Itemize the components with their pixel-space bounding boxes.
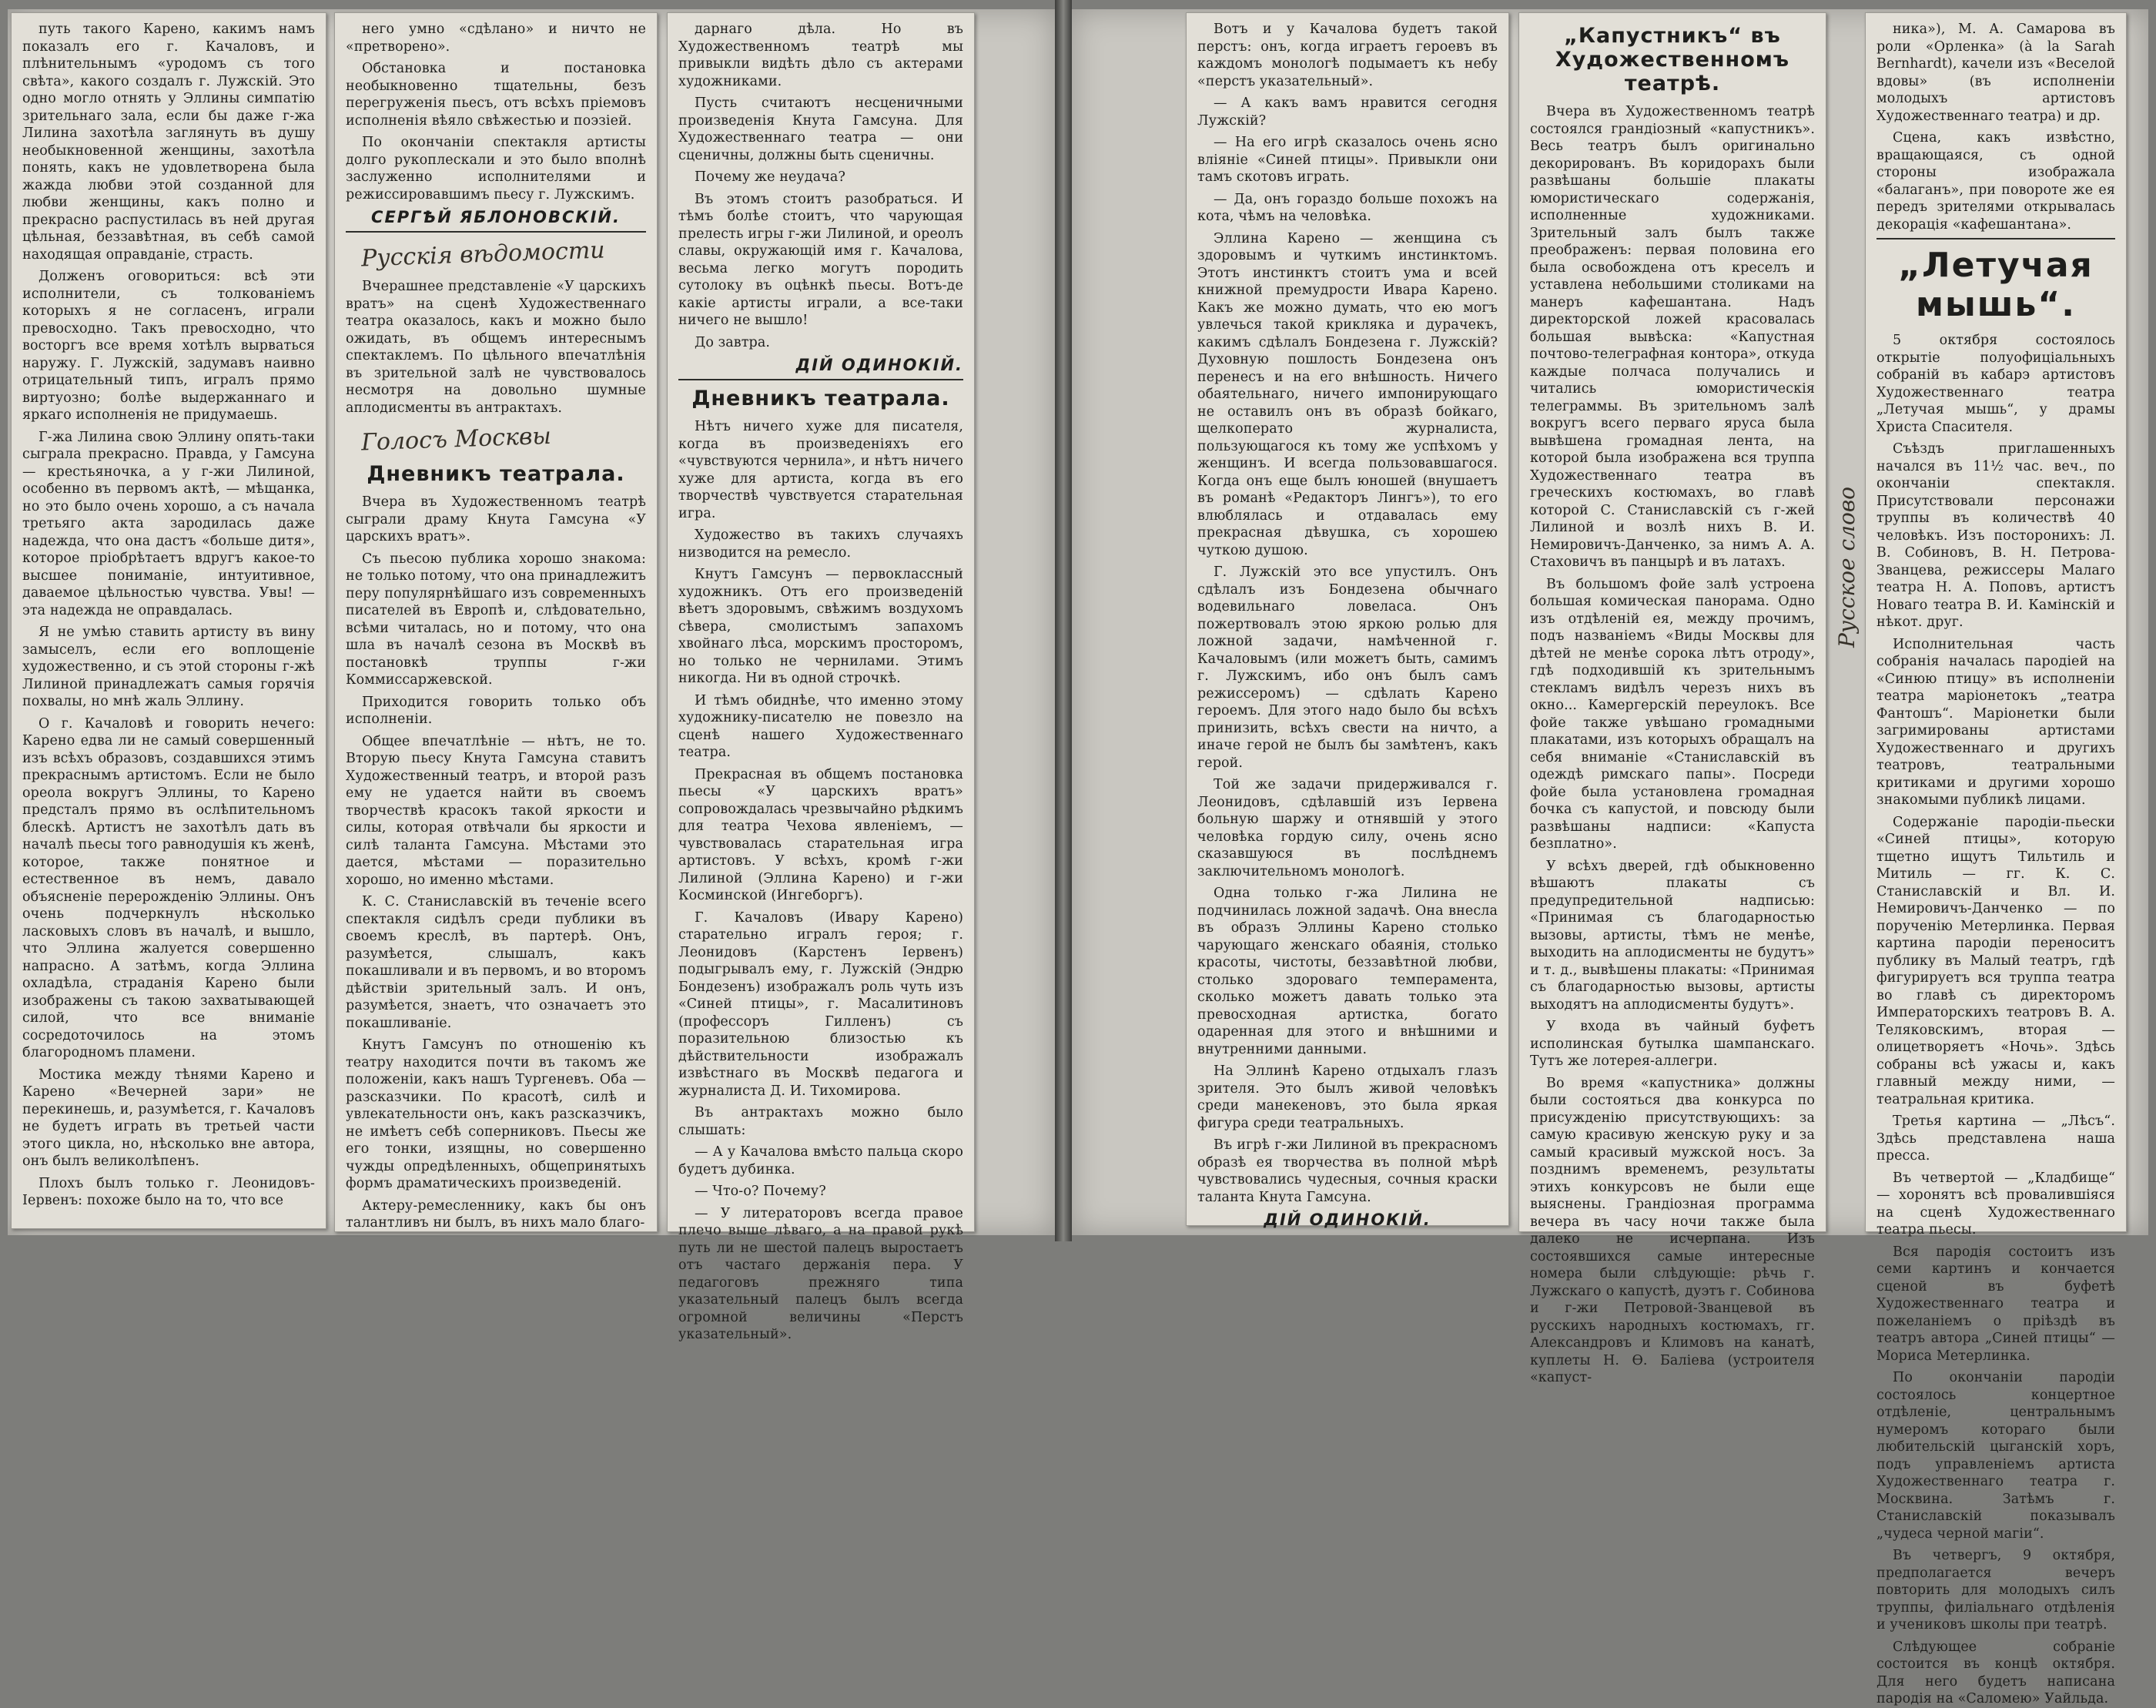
paragraph: Содержаніе пародіи-пьески «Синей птицы», которую тщетно ищутъ Тильтиль и Митиль — гг. К. С. Станиславскій и Вл. И. Немировичъ-Данченко — по порученію Метерлинка. Первая картина пародіи переноситъ публику въ Малый театръ, гдѣ фигурируетъ вся труппа театра во главѣ съ директоромъ Императорскихъ театровъ В. А. Теляковскимъ, вторая — олицетворяетъ «Ночь». Здѣсь собраны всѣ ужасы и, какъ главный между ними, — театральная критика. [1876, 814, 2115, 1107]
paragraph: путь такого Карено, какимъ намъ показалъ его г. Качаловъ, и плѣнительнымъ «уродомъ съ того свѣта», какого создалъ г. Лужскій. Это одно могло отнять у Эллины симпатію зрительнаго зала, если бы даже г-жа Лилина захотѣла заглянуть въ душу необыкновенной женщины, захотѣла понять, какъ не удовлетворена была жажда любви этой созданной для любви женщины, какъ полно и прекрасно распустилась въ ней другая цѣльная, беззавѣтная, въ себѣ самой находящая оправданіе, страсть. [22, 22, 315, 263]
paragraph: дарнаго дѣла. Но въ Художественномъ театрѣ мы привыкли видѣть дѣло съ актерами художниками. [678, 22, 963, 89]
paragraph: него умно «сдѣлано» и ничто не «претворено». [346, 22, 646, 55]
paragraph: 5 октября состоялось открытіе полуофиціальныхъ собраній въ кабарэ артистовъ Художественнаго театра „Летучая мышь“, у драмы Христа Спасителя. [1876, 333, 2115, 435]
paragraph: Во время «капустника» должны были состояться два конкурса по присужденію присутствующихъ: за самую красивую женскую руку и за самый красивый мужской носъ. За позднимъ временемъ, результаты этихъ конкурсовъ не были еще выяснены. Грандіозная программа вечера въ часу ночи также была далеко не исчерпана. Изъ состоявшихся самые интересные номера были слѣдующіе: рѣчь г. Лужскаго о капустѣ, дуэтъ г. Собинова и г-жи Петровой-Званцевой въ русскихъ народныхъ костюмахъ, гг. Александровъ и Климовъ на канатѣ, куплеты Н. Ѳ. Баліева (устроителя «капуст- [1530, 1075, 1815, 1385]
paragraph: Г. Лужскій это все упустилъ. Онъ сдѣлалъ изъ Бондезена обычнаго водевильнаго ловеласа. Онъ пожертвовалъ этою яркою ролью для ложной задачи, намѣченной г. Качаловымъ (или можетъ быть, самимъ г. Лужскимъ, ибо онъ былъ самъ режиссеромъ) — сдѣлать Карено героемъ. Для этого надо было бы всѣхъ принизить, всѣхъ свести на ничто, а иначе герой не былъ бы замѣтенъ, какъ герой. [1197, 564, 1498, 771]
paragraph: Я не умѣю ставить артисту въ вину замыселъ, если его воплощеніе художественно, и съ этой стороны г-жѣ Лилиной принадлежатъ самыя горячія похвалы, но мнѣ жаль Эллину. [22, 625, 315, 709]
paragraph: Той же задачи придерживался г. Леонидовъ, сдѣлавшій изъ Іервена больную шаржу и отнявшій у этого человѣка гордую силу, очень ясно сказавшуюся въ послѣднемъ заключительномъ монологѣ. [1197, 777, 1498, 879]
column-2-top-text [346, 21, 646, 203]
paragraph: Приходится говорить только объ исполненіи. [346, 694, 646, 727]
paragraph: Въ четвертой — „Кладбище“ — хоронятъ всѣ провалившіяся на сценѣ Художественнаго театра пьесы. [1876, 1170, 2115, 1237]
paragraph: И тѣмъ обиднѣе, что именно этому художнику-писателю не повезло на сценѣ нашего Художественнаго театра. [678, 692, 963, 760]
paragraph: Плохъ былъ только г. Леонидовъ-Іервенъ: похоже было на то, что все [22, 1175, 315, 1208]
paragraph: — А какъ вамъ нравится сегодня Лужскій? [1197, 95, 1498, 129]
paragraph: ника»), М. А. Самарова въ роли «Орленка» (à la Sarah Bernhardt), качели изъ «Веселой вдовы» (въ исполненіи молодыхъ артистовъ Художественнаго театра) и др. [1876, 22, 2115, 124]
paragraph: У входа въ чайный буфетъ исполинская бутылка шампанскаго. Тутъ же лотерея-аллегри. [1530, 1019, 1815, 1069]
paragraph: Съѣздъ приглашенныхъ начался въ 11½ час. веч., по окончаніи спектакля. Присутствовали персонажи труппы въ количествѣ 40 человѣкъ. Изъ посторонихъ: Л. В. Собиновъ, В. Н. Петрова-Званцева, режиссеры Малаго театра Н. А. Поповъ, артистъ Новаго театра В. И. Камінскій и нѣкот. друг. [1876, 441, 2115, 630]
column-1-text [22, 21, 315, 1210]
paragraph: Вчера въ Художественномъ театрѣ сыграли драму Кнута Гамсуна «У царскихъ вратъ». [346, 494, 646, 544]
paragraph: — У литераторовъ всегда правое плечо выше лѣваго, а на правой рукѣ путь ли не шестой палецъ выростаетъ отъ частаго держанія пера. У педагоговъ прежняго типа указательный палецъ былъ всегда огромной величины «Перстъ указательный». [678, 1205, 963, 1342]
paragraph: К. С. Станиславскій въ теченіе всего спектакля сидѣлъ среди публики въ своемъ креслѣ, въ партерѣ. Онъ, разумѣется, слышалъ, какъ покашливали и въ первомъ, и во второмъ дѣйствіи зрительный залъ. И онъ, разумѣется, знаетъ, что означаетъ это покашливаніе. [346, 894, 646, 1031]
divider [1876, 238, 2115, 239]
column-2-review-text [346, 494, 646, 1232]
book-gutter [1055, 0, 1072, 1241]
divider [346, 231, 646, 233]
paragraph: Третья картина — „Лѣсъ“. Здѣсь представлена наша пресса. [1876, 1114, 2115, 1164]
paragraph: Кнутъ Гамсунъ по отношенію къ театру находится почти въ такомъ же положеніи, какъ нашъ Тургеневъ. Оба — разсказчики. По красотѣ, силѣ и увлекательности онъ, какъ разсказчикъ, не имѣетъ себѣ соперниковъ. Пьесы же его тонки, изящны, но совершенно чужды опредѣленныхъ, общепринятыхъ формъ драматическихъ произведеній. [346, 1037, 646, 1191]
clipping-column-1 [11, 12, 326, 1229]
column-3-review-text [678, 418, 963, 1344]
paragraph: Въ большомъ фойе залѣ устроена большая комическая панорама. Одно изъ отдѣленій ея, между прочимъ, подъ названіемъ «Виды Москвы для дѣтей не менѣе сорока лѣтъ отроду», гдѣ подходившій къ зрительнымъ стекламъ видѣлъ черезъ нихъ въ окно... Камергерскій переулокъ. Все фойе также увѣшано громадными плакатами, изъ которыхъ обращалъ на себя вниманіе «Станиславскій въ одеждѣ римскаго папы». Посреди фойе была установлена громадная бочка съ капустой, и повсюду были развѣшаны надписи: «Капуста безплатно». [1530, 576, 1815, 852]
paragraph: У всѣхъ дверей, гдѣ обыкновенно вѣшаютъ плакаты съ предупредительной надписью: «Принимая съ благодарностью вызовы, артисты, тѣмъ не менѣе, выходить на аплодисменты не будутъ» и т. д., вывѣшены плакаты: «Принимая съ благодарностью вызовы, артисты выходятъ на аплодисменты будутъ». [1530, 858, 1815, 1013]
signature-yablonovsky: СЕРГѢЙ ЯБЛОНОВСКІЙ. [371, 208, 621, 226]
paragraph: Исполнительная часть собранія началась пародіей на «Синюю птицу» въ исполненіи театра маріонетокъ „театра Фантошъ“. Маріонетки были загримированы артистами Художественнаго и другихъ театровъ, театральными критиками и другими хорошо знакомыми публикѣ лицами. [1876, 636, 2115, 808]
paragraph: По окончаніи спектакля артисты долго рукоплескали и это было вполнѣ заслуженно исполнителями и режиссировавшимъ пьесу г. Лужскимъ. [346, 135, 646, 203]
handwritten-source-note-2: Голосъ Москвы [360, 422, 552, 457]
column-6-top-text [1876, 21, 2115, 233]
handwritten-source-note: Русскія вѣдомости [360, 236, 606, 273]
paragraph: Почему же неудача? [695, 169, 845, 185]
paragraph: По окончаніи пародіи состоялось концертное отдѣленіе, центральнымъ нумеромъ котораго были любительскій цыганскій хоръ, подъ управленіемъ артиста Художественнаго театра г. Москвина. Затѣмъ г. Станиславскій показывалъ „чудеса черной магіи“. [1876, 1370, 2115, 1542]
paragraph: Въ игрѣ г-жи Лилиной въ прекрасномъ образѣ ея творчества въ полной мѣрѣ чувствовались чудесныя, сочныя краски таланта Кнута Гамсуна. [1197, 1137, 1498, 1205]
column-6-heading: „Летучая мышь“. [1898, 246, 2094, 324]
clipping-column-2 [334, 12, 658, 1232]
clipping-column-4 [1186, 12, 1509, 1229]
right-page [1072, 9, 2148, 1706]
column-6-text [1876, 332, 2115, 1708]
paragraph: — На его игрѣ сказалось очень ясно вліяніе «Синей птицы». Привыкли они тамъ скотовъ играть. [1197, 135, 1498, 185]
handwritten-source-note-vertical: Русское слово [1834, 487, 1860, 648]
column-2-heading: Дневникъ театрала. [367, 462, 625, 486]
paragraph: Одна только г-жа Лилина не подчинилась ложной задачѣ. Она внесла въ образъ Эллины Карено столько чарующаго женскаго обаянія, столько красоты, чистоты, беззавѣтной любви, столько здороваго темперамента, сколько можетъ давать только эта превосходная артистка, богато одаренная для этого и внѣшними и внутренними данными. [1197, 886, 1498, 1057]
paragraph: До завтра. [695, 334, 771, 350]
review-russkie-vedomosti: Вчерашнее представленіе «У царскихъ вратъ» на сценѣ Художественнаго театра оказалось, какъ и можно было ожидать, въ общемъ интереснымъ спектаклемъ. По цѣльного впечатлѣнія въ зрительной залѣ не чувствовалось несмотря на довольно шумные аплодисменты въ антрактахъ. [346, 279, 646, 416]
paragraph: Общее впечатлѣніе — нѣтъ, не то. Вторую пьесу Кнута Гамсуна ставитъ Художественный театръ, и второй разъ ему не удается найти въ своемъ творчествѣ красокъ такой яркости и силы, которая отвѣчали бы яркости и силѣ таланта Гамсуна. Мѣстами это дается, мѣстами — поразительно хорошо, но именно мѣстами. [346, 733, 646, 888]
paragraph: Нѣтъ ничего хуже для писателя, когда въ произведеніяхъ его «чувствуются чернила», и нѣтъ ничего хуже для артиста, когда въ его творчествѣ чувствуется старательная игра. [678, 419, 963, 521]
paragraph: Въ антрактахъ можно было слышать: [678, 1105, 963, 1138]
paragraph: Въ этомъ стоитъ разобраться. И тѣмъ болѣе стоитъ, что чарующая прелесть игры г-жи Лилиной, и ореолъ славы, окружающій имя г. Качалова, весьма легко могутъ породить сутолоку въ оцѣнкѣ пьесы. Вотъ-де какіе артисты играли, а все-таки ничего не вышло! [678, 191, 963, 328]
paragraph: — Что-о? Почему? [695, 1184, 826, 1199]
paragraph: О г. Качаловѣ и говорить нечего: Карено едва ли не самый совершенный изъ всѣхъ образовъ, создавшихся этимъ прекраснымъ артистомъ. Если не было ореола вокругъ Эллины, то Карено предсталъ прямо въ ослѣпительномъ блескѣ. Артистъ не захотѣлъ дать въ началѣ пьесы того равнодушія къ женѣ, которое, также понятное и естественное въ немъ, давало объясненіе перерожденію Эллины. Онъ очень подчеркнулъ нѣсколько ласковыхъ словъ въ началѣ, и вышло, что Эллина жалуется совершенно напрасно. А затѣмъ, когда Эллина охладѣла, страданія Карено были изображены съ такою захватывающей силой, что все вниманіе сосредоточилось на этомъ благородномъ пламени. [22, 715, 315, 1060]
column-5-text [1530, 103, 1815, 1387]
paragraph: Слѣдующее собраніе состоится въ концѣ октября. Для него будетъ написана пародія на «Саломею» Уайльда. [1876, 1639, 2115, 1706]
paragraph: Эллина Карено — женщина съ здоровымъ и чуткимъ инстинктомъ. Этотъ инстинктъ стоитъ ума и всей книжной премудрости Ивара Карено. Какъ же можно думать, что ею могъ увлечься такой крикляка и дурачекъ, какимъ сдѣлалъ Бондезена г. Лужскій? Духовную пошлость Бондезена онъ перенесъ и на его внѣшность. Ничего обаятельнаго, ничего импонирующаго не оставилъ онъ въ образѣ бойкаго, щелкоперато журналиста, пользующагося къ тому же успѣхомъ у женщинъ. И всегда пользовавшагося. Когда онъ еще былъ юношей (внушаетъ въ романѣ «Редакторъ Лингъ»), то его влюблялась и отдавалась ему прекрасная дѣвушка, съ хорошею чуткою душою. [1197, 230, 1498, 558]
paragraph: На Эллинѣ Карено отдыхалъ глазъ зрителя. Это былъ живой человѣкъ среди манекеновъ, это была яркая фигура среди театральныхъ. [1197, 1063, 1498, 1131]
paragraph: Съ пьесою публика хорошо знакома: не только потому, что она принадлежитъ перу популярнѣйшаго изъ современныхъ писателей въ Европѣ и, слѣдовательно, всѣми читалась, но и потому, что она шла въ началѣ сезона въ Москвѣ въ постановкѣ труппы г-жи Коммиссаржевской. [346, 551, 646, 688]
left-page [8, 9, 1055, 1342]
paragraph: Прекрасная въ общемъ постановка пьесы «У царскихъ вратъ» сопровождалась чрезвычайно рѣдкимъ для театра Чехова явленіемъ, — чувствовалась старательная игра артистовъ. У всѣхъ, кромѣ г-жи Лилиной (Эллина Карено) и г-жи Косминской (Ингеборгъ). [678, 766, 963, 903]
paragraph: Художество въ такихъ случаяхъ низводится на ремесло. [678, 527, 963, 561]
paragraph: Актеру-ремесленнику, какъ бы онъ талантливъ ни былъ, въ нихъ мало благо- [346, 1197, 646, 1231]
paragraph: Г-жа Лилина свою Эллину опять-таки сыграла прекрасно. Правда, у Гамсуна — крестьяночка, а у г-жи Лилиной, особенно въ первомъ актѣ, — мѣщанка, но это было очень хорошо, а съ начала третьяго акта зародилась даже надежда, что она дастъ «больше дитя», которое пріобрѣтаетъ вдругъ какое-то высшее пониманіе, интуитивное, даваемое цѣльностью чувства. Увы! — эта надежда не оправдалась. [22, 429, 315, 618]
paragraph: Пусть считаютъ несценичными произведенія Кнута Гамсуна. Для Художественнаго театра — они сценичны, должны быть сценичны. [678, 95, 963, 163]
clipping-column-3 [667, 12, 975, 1342]
divider [678, 379, 963, 380]
column-3-heading: Дневникъ театрала. [691, 387, 950, 410]
paragraph: Г. Качаловъ (Ивару Карено) старательно игралъ героя; г. Леонидовъ (Карстенъ Іервенъ) подыгрывалъ ему, г. Лужскій (Эндрю Бондезенъ) изображалъ роль чуть изъ «Синей птицы», г. Масалитиновъ (профессоръ Гилленъ) съ поразительною близостью къ дѣйствительности изображалъ извѣстнаго въ Москвѣ педагога и журналиста Д. И. Тихомирова. [678, 909, 963, 1099]
paragraph: Вся пародія состоитъ изъ семи картинъ и кончается сценой въ буфетѣ Художественнаго театра и пожеланіемъ о пріѣздѣ въ театръ автора „Синей птицы“ — Мориса Метерлинка. [1876, 1244, 2115, 1364]
paragraph: — Да, онъ гораздо больше похожъ на кота, чѣмъ на человѣка. [1197, 191, 1498, 224]
column-4-text [1197, 21, 1498, 1206]
paragraph: Кнутъ Гамсунъ — первоклассный художникъ. Отъ его произведеній вѣетъ здоровымъ, свѣжимъ воздухомъ сѣвера, смолистымъ запахомъ хвойнаго лѣса, морскимъ просторомъ, но только не чернилами. Этимъ никогда. Ни въ одной строчкѣ. [678, 567, 963, 686]
paragraph: Долженъ оговориться: всѣ эти исполнители, съ толкованіемъ которыхъ я не согласенъ, играли превосходно. Такъ превосходно, что восторгъ все время хотѣлъ вырваться наружу. Г. Лужскій, задумавъ наивно отрицательный типъ, игралъ прямо виртуозно; болѣе выдержаннаго и яркаго исполненія не придумаешь. [22, 269, 315, 423]
clipping-column-5 [1518, 12, 1826, 1385]
column-5-heading: „Капустникъ“ въ Художественномъ театрѣ. [1555, 24, 1790, 95]
paragraph: Въ четвергъ, 9 октября, предполагается вечеръ повторить для молодыхъ силъ труппы, филіальнаго отдѣленія и учениковъ школы при театрѣ. [1876, 1548, 2115, 1633]
paragraph: Обстановка и постановка необыкновенно тщательны, безъ перегруженія пьесъ, отъ всѣхъ пріемовъ исполненія вѣяло свѣжестью и поэзіей. [346, 61, 646, 129]
signature-diy-odinokiy: ДІЙ ОДИНОКІЙ. [795, 356, 963, 374]
paragraph: Вчера въ Художественномъ театрѣ состоялся грандіозный «капустникъ». Весь театръ былъ оригинально декорированъ. Въ коридорахъ были развѣшаны большіе плакаты юмористическаго содержанія, исполненные художниками. Зрительный залъ былъ также преображенъ: первая половина его была освобождена отъ креселъ и уставлена небольшими столиками на манеръ кафешантана. Надъ директорской ложей красовалась большая вывѣска: «Капустная почтово-телеграфная контора», откуда каждые полчаса получались и читались юмористическія телеграммы. Въ зрительномъ залѣ вокругъ всего перваго яруса была вывѣшена громадная лента, на которой была изображена вся труппа Художественнаго театра въ греческихъ костюмахъ, во главѣ которой С. Станиславскій съ г-жей Лилиной и возлѣ нихъ В. И. Немировичъ-Данченко, за нимъ А. А. Стаховичъ въ панцырѣ и въ латахъ. [1530, 104, 1815, 570]
clipping-column-6 [1865, 12, 2127, 1706]
signature-diy-odinokiy-2: ДІЙ ОДИНОКІЙ. [1264, 1211, 1431, 1229]
paragraph: — А у Качалова вмѣсто пальца скоро будетъ дубинка. [678, 1144, 963, 1177]
paragraph: Сцена, какъ извѣстно, вращающаяся, съ одной стороны изображала «балаганъ», при повороте же ея передъ зрителями открывалась декорація «кафешантана». [1876, 130, 2115, 233]
paragraph: Мостика между тѣнями Карено и Карено «Вечерней зари» не перекинешь, и, разумѣется, г. Качаловъ не будетъ играть въ третьей части этого цикла, но, нѣсколько вне автора, онъ былъ великолѣпенъ. [22, 1067, 315, 1169]
paragraph: Вотъ и у Качалова будетъ такой перстъ: онъ, когда играетъ героевъ въ каждомъ монологѣ подымаетъ къ небу «перстъ указательный». [1197, 22, 1498, 89]
column-3-top-text [678, 21, 963, 351]
